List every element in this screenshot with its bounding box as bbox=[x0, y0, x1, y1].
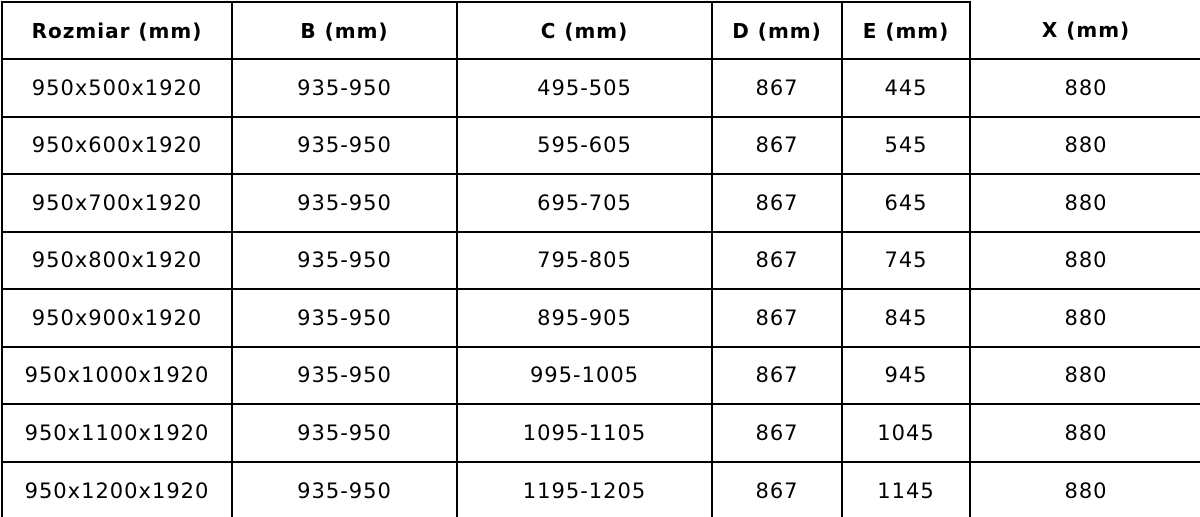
table-cell: 950x900x1920 bbox=[2, 289, 232, 347]
table-cell: 745 bbox=[842, 232, 970, 290]
table-row bbox=[2, 232, 1200, 290]
table-cell: 950x1100x1920 bbox=[2, 404, 232, 462]
column-header: D (mm) bbox=[712, 2, 842, 59]
table-row bbox=[2, 289, 1200, 347]
table-row bbox=[2, 174, 1200, 232]
table-cell: 880 bbox=[970, 59, 1200, 117]
column-header: Rozmiar (mm) bbox=[2, 2, 232, 59]
table-cell: 545 bbox=[842, 117, 970, 175]
table-cell: 1045 bbox=[842, 404, 970, 462]
table-cell: 495-505 bbox=[457, 59, 712, 117]
table-cell: 867 bbox=[712, 462, 842, 517]
table-cell: 867 bbox=[712, 232, 842, 290]
table-cell: 695-705 bbox=[457, 174, 712, 232]
table-cell: 950x700x1920 bbox=[2, 174, 232, 232]
column-header: E (mm) bbox=[842, 2, 970, 59]
table-row bbox=[2, 347, 1200, 405]
table-cell: 935-950 bbox=[232, 462, 457, 517]
table-cell: 935-950 bbox=[232, 117, 457, 175]
table-cell: 950x1000x1920 bbox=[2, 347, 232, 405]
table-header bbox=[2, 2, 1200, 59]
table-cell: 867 bbox=[712, 117, 842, 175]
table-cell: 950x800x1920 bbox=[2, 232, 232, 290]
column-header: B (mm) bbox=[232, 2, 457, 59]
table-cell: 795-805 bbox=[457, 232, 712, 290]
table-cell: 1095-1105 bbox=[457, 404, 712, 462]
table-cell: 880 bbox=[970, 462, 1200, 517]
table-cell: 1145 bbox=[842, 462, 970, 517]
table-cell: 645 bbox=[842, 174, 970, 232]
table-cell: 945 bbox=[842, 347, 970, 405]
table-cell: 845 bbox=[842, 289, 970, 347]
table-row bbox=[2, 117, 1200, 175]
column-header: X (mm) bbox=[970, 2, 1200, 59]
table-cell: 867 bbox=[712, 289, 842, 347]
table-cell: 445 bbox=[842, 59, 970, 117]
table-cell: 995-1005 bbox=[457, 347, 712, 405]
table-cell: 935-950 bbox=[232, 289, 457, 347]
table-body bbox=[2, 59, 1200, 517]
table-row bbox=[2, 59, 1200, 117]
table-cell: 935-950 bbox=[232, 232, 457, 290]
table-cell: 880 bbox=[970, 117, 1200, 175]
dimensions-table bbox=[1, 1, 1200, 517]
table-cell: 895-905 bbox=[457, 289, 712, 347]
table-cell: 867 bbox=[712, 59, 842, 117]
table-cell: 1195-1205 bbox=[457, 462, 712, 517]
table-cell: 880 bbox=[970, 347, 1200, 405]
table-cell: 880 bbox=[970, 289, 1200, 347]
table-cell: 867 bbox=[712, 347, 842, 405]
table-cell: 950x1200x1920 bbox=[2, 462, 232, 517]
table-cell: 867 bbox=[712, 174, 842, 232]
table-cell: 880 bbox=[970, 232, 1200, 290]
table-cell: 880 bbox=[970, 174, 1200, 232]
table-row bbox=[2, 404, 1200, 462]
table-cell: 880 bbox=[970, 404, 1200, 462]
table-cell: 935-950 bbox=[232, 347, 457, 405]
table-cell: 935-950 bbox=[232, 174, 457, 232]
column-header: C (mm) bbox=[457, 2, 712, 59]
table-cell: 867 bbox=[712, 404, 842, 462]
header-row bbox=[2, 2, 1200, 59]
table-cell: 935-950 bbox=[232, 404, 457, 462]
table-cell: 935-950 bbox=[232, 59, 457, 117]
table-cell: 950x600x1920 bbox=[2, 117, 232, 175]
table-cell: 595-605 bbox=[457, 117, 712, 175]
table-row bbox=[2, 462, 1200, 517]
table-cell: 950x500x1920 bbox=[2, 59, 232, 117]
